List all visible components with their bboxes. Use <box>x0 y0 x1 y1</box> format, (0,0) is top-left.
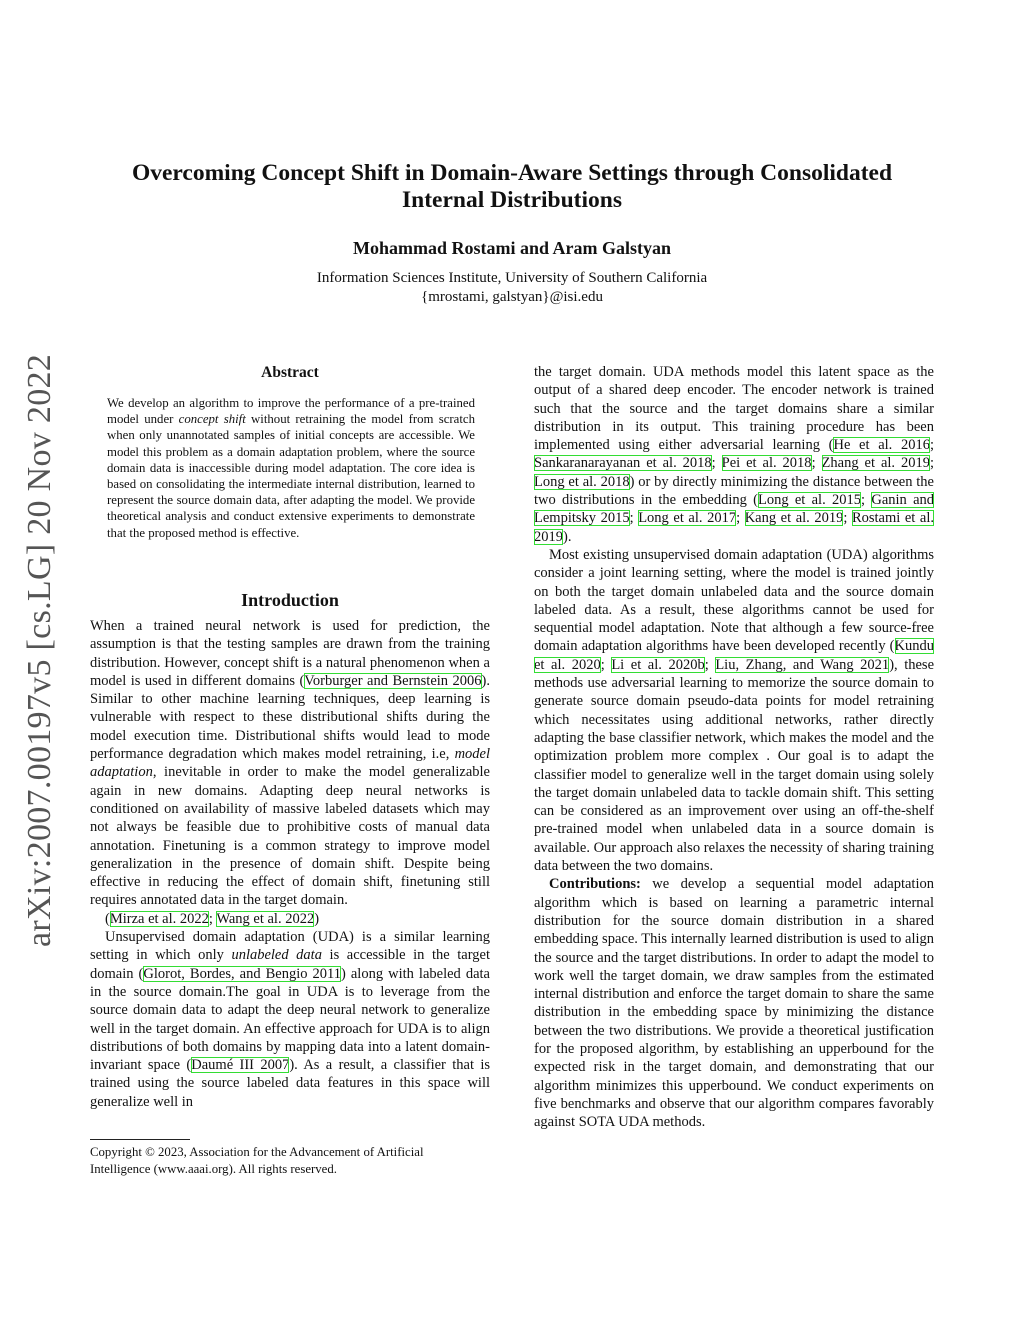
arxiv-identifier: arXiv:2007.00197v5 [cs.LG] 20 Nov 2022 <box>21 353 58 947</box>
citation-link[interactable]: Mirza et al. 2022 <box>109 910 209 927</box>
copyright-footnote: Copyright © 2023, Association for the Advancement of Artificial Intelligence (www.aaai.org). All rights reserved. <box>90 1145 424 1176</box>
citation-link[interactable]: Sankaranarayanan et al. 2018 <box>534 455 712 472</box>
title-line-1: Overcoming Concept Shift in Domain-Aware Settings through Consolidated <box>131 160 893 186</box>
citation-link[interactable]: Liu, Zhang, and Wang 2021 <box>715 656 890 673</box>
paper-title <box>100 160 924 214</box>
paragraph: Unsupervised domain adaptation (UDA) is a similar learning setting in which only unlabeled data is accessible in the target domain (Glorot, Bordes, and Bengio 2011) along with labeled data in the source domain.The goal in UDA is to leverage from the source domain data to adapt the deep neural network to generalize well in the target domain. An effective approach for UDA is to align distributions of both domains by mapping data into a latent domain-invariant space (Daumé III 2007). As a result, a classifier that is trained using the source labeled data features in this space will generalize well in <box>90 929 490 1110</box>
citation-link[interactable]: Rostami et al. 2019 <box>534 510 934 545</box>
citation-link[interactable]: He et al. 2016 <box>833 437 930 454</box>
right-column <box>534 363 934 1131</box>
abstract-heading: Abstract <box>261 364 319 381</box>
citation-link[interactable]: Kundu et al. 2020 <box>534 638 934 673</box>
citation-link[interactable]: Long et al. 2015 <box>757 492 862 509</box>
affiliation: Information Sciences Institute, University of Southern California <box>316 270 708 286</box>
citation-link[interactable]: Zhang et al. 2019 <box>821 455 930 472</box>
paragraph: (Mirza et al. 2022; Wang et al. 2022) <box>105 910 320 927</box>
left-column <box>90 617 490 1111</box>
affiliation-block <box>100 269 924 307</box>
paragraph: Contributions: we develop a sequential model adaptation algorithm which is based on learning a parametric internal distribution for the source domain distribution in a shared embedding space. This internally learned distribution is used to align the source and the target distributions. In order to adapt the model to work well the target domain, we draw samples from the estimated internal distribution and enforce the target domain to share the same distribution in the embedding space by minimizing the distance between the two distributions. We provide a theoretical justification for the proposed algorithm, by establishing an upperbound for the expected risk in the target domain, and demonstrating that our algorithm minimizes this upperbound. We conduct experiments on five benchmarks and observe that our algorithm compares favorably against SOTA UDA methods. <box>534 876 935 1131</box>
citation-link[interactable]: Wang et al. 2022 <box>216 910 315 927</box>
citation-link[interactable]: Li et al. 2020b <box>611 656 705 673</box>
paragraph: When a trained neural network is used for prediction, the assumption is that the testing samples are drawn from the training distribution. However, concept shift is a natural phenomenon when a model is used in different domains (Vorburger and Bernstein 2006). Similar to other machine learning techniques, deep learning is vulnerable with respect to these distributional shifts during the model execution time. Distributional shifts would lead to mode performance degradation which makes model retraining, i.e, model adaptation, inevitable in order to make the model generalizable again in new domains. Adapting deep neural networks is conditioned on availability of massive labeled datasets which may not always be feasible due to prohibitive costs of manual data annotation. Finetuning is a common strategy to improve model generalization in the presence of domain shift. Despite being effective in reducing the effect of domain shift, finetuning still requires annotated data in the target domain. <box>90 618 490 909</box>
citation-link[interactable]: Pei et al. 2018 <box>721 455 812 472</box>
author-list: Mohammad Rostami and Aram Galstyan <box>352 238 671 258</box>
citation-link[interactable]: Long et al. 2018 <box>534 473 630 490</box>
paragraph: Most existing unsupervised domain adaptation (UDA) algorithms consider a joint learning setting, where the model is trained jointly on both the target domain unlabeled data and the source domain labeled data. As a result, these algorithms cannot be used for sequential model adaptation. Note that although a few source-free domain adaptation algorithms have been developed recently (Kundu et al. 2020; Li et al. 2020b; Liu, Zhang, and Wang 2021), these methods use adversarial learning to memorize the source domain to generate source domain pseudo-data points for model retraining which necessitates using additional networks, rather directly adapting the base classifier network, which makes the model and the optimization problem more complex . Our goal is to adapt the classifier model to generalize well in the target domain using solely the target domain unlabeled data to tackle domain shift. This setting can be considered as an improvement over using an off-the-shelf pre-trained model when unlabeled data in a source domain is available. Our approach also relaxes the necessity of sharing training data between the two domains. <box>534 546 935 875</box>
citation-link[interactable]: Daumé III 2007 <box>191 1057 290 1074</box>
section-heading-introduction: Introduction <box>241 590 339 610</box>
contributions-label: Contributions: <box>549 876 641 893</box>
citation-link[interactable]: Ganin and Lempitsky 2015 <box>534 492 935 527</box>
citation-link[interactable]: Kang et al. 2019 <box>744 510 844 527</box>
citation-link[interactable]: Long et al. 2017 <box>638 510 737 527</box>
footnote-rule <box>90 1139 190 1140</box>
citation-link[interactable]: Vorburger and Bernstein 2006 <box>304 672 482 689</box>
citation-link[interactable]: Glorot, Bordes, and Bengio 2011 <box>143 965 341 982</box>
paragraph: the target domain. UDA methods model this latent space as the output of a shared deep encoder. The encoder network is trained such that the source and the target domains share a similar distribution in its output. This training procedure has been implemented using either adversarial learning (He et al. 2016; Sankaranarayanan et al. 2018; Pei et al. 2018; Zhang et al. 2019; Long et al. 2018) or by directly minimizing the distance between the two distributions in the embedding (Long et al. 2015; Ganin and Lempitsky 2015; Long et al. 2017; Kang et al. 2019; Rostami et al. 2019). <box>534 364 935 545</box>
abstract-body: We develop an algorithm to improve the performance of a pre-trained model under concept shift without retraining the model from scratch when only unannotated samples of initial concepts are accessible. We model this problem as a domain adaptation problem, where the source domain data is inaccessible during model adaptation. The core idea is based on consolidating the intermediate internal distribution, learned to represent the source domain data, after adapting the model. We provide theoretical analysis and conduct extensive experiments to demonstrate that the proposed method is effective. <box>107 396 475 540</box>
title-line-2: Internal Distributions <box>401 187 622 213</box>
author-emails: {mrostami, galstyan}@isi.edu <box>421 289 603 305</box>
